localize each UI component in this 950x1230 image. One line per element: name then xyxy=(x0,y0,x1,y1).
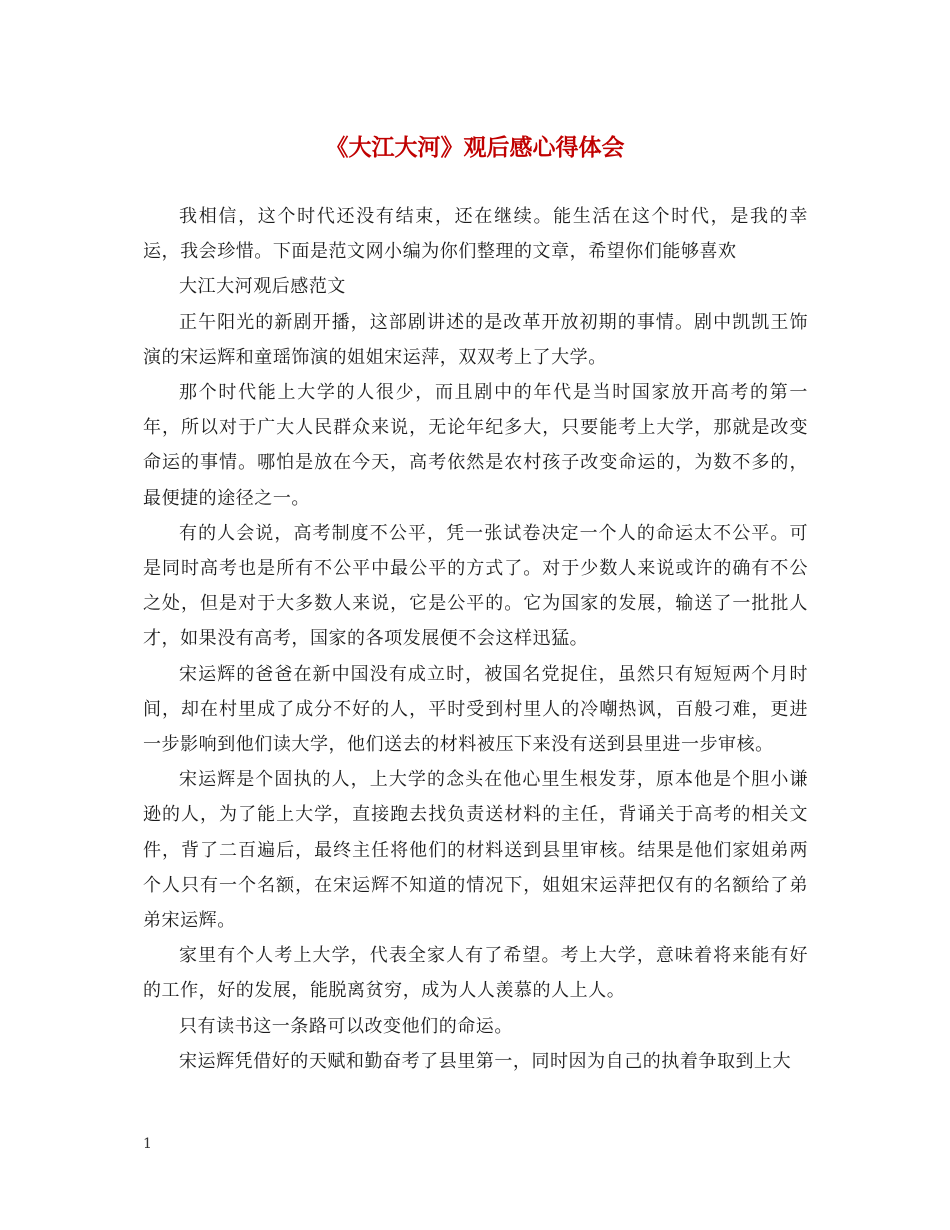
paragraph: 宋运辉凭借好的天赋和勤奋考了县里第一，同时因为自己的执着争取到上大 xyxy=(179,1050,792,1072)
document-body xyxy=(143,199,808,1079)
paragraph: 那个时代能上大学的人很少，而且剧中的年代是当时国家放开高考的第一年，所以对于广大人民群众来说，无论年纪多大，只要能考上大学，那就是改变命运的事情。哪怕是放在今天，高考依然是农村孩子改变命运的，为数不多的，最便捷的途径之一。 xyxy=(143,382,808,509)
paragraph: 大江大河观后感范文 xyxy=(179,276,346,298)
paragraph: 有的人会说，高考制度不公平，凭一张试卷决定一个人的命运太不公平。可是同时高考也是所有不公平中最公平的方式了。对于少数人来说或许的确有不公之处，但是对于大多数人来说，它是公平的。它为国家的发展，输送了一批批人才，如果没有高考，国家的各项发展便不会这样迅猛。 xyxy=(143,522,808,650)
paragraph: 宋运辉的爸爸在新中国没有成立时，被国名党捉住，虽然只有短短两个月时间，却在村里成了成分不好的人，平时受到村里人的冷嘲热讽，百般刁难，更进一步影响到他们读大学，他们送去的材料被压下来没有送到县里进一步审核。 xyxy=(143,663,808,756)
paragraph: 正午阳光的新剧开播，这部剧讲述的是改革开放初期的事情。剧中凯凯王饰演的宋运辉和童瑶饰演的姐姐宋运萍，双双考上了大学。 xyxy=(143,311,808,368)
page-number: 1 xyxy=(143,1136,152,1152)
paragraph: 只有读书这一条路可以改变他们的命运。 xyxy=(179,1015,513,1037)
paragraph: 家里有个人考上大学，代表全家人有了希望。考上大学，意味着将来能有好的工作，好的发展，能脱离贫穷，成为人人羡慕的人上人。 xyxy=(143,945,808,1002)
paragraph: 宋运辉是个固执的人，上大学的念头在他心里生根发芽，原本他是个胆小谦逊的人，为了能上大学，直接跑去找负责送材料的主任，背诵关于高考的相关文件，背了二百遍后，最终主任将他们的材料送到县里审核。结果是他们家姐弟两个人只有一个名额，在宋运辉不知道的情况下，姐姐宋运萍把仅有的名额给了弟弟宋运辉。 xyxy=(143,769,808,932)
paragraph: 我相信，这个时代还没有结束，还在继续。能生活在这个时代，是我的幸运，我会珍惜。下面是范文网小编为你们整理的文章，希望你们能够喜欢 xyxy=(143,206,808,263)
document-title: 《大江大河》观后感心得体会 xyxy=(325,134,625,161)
